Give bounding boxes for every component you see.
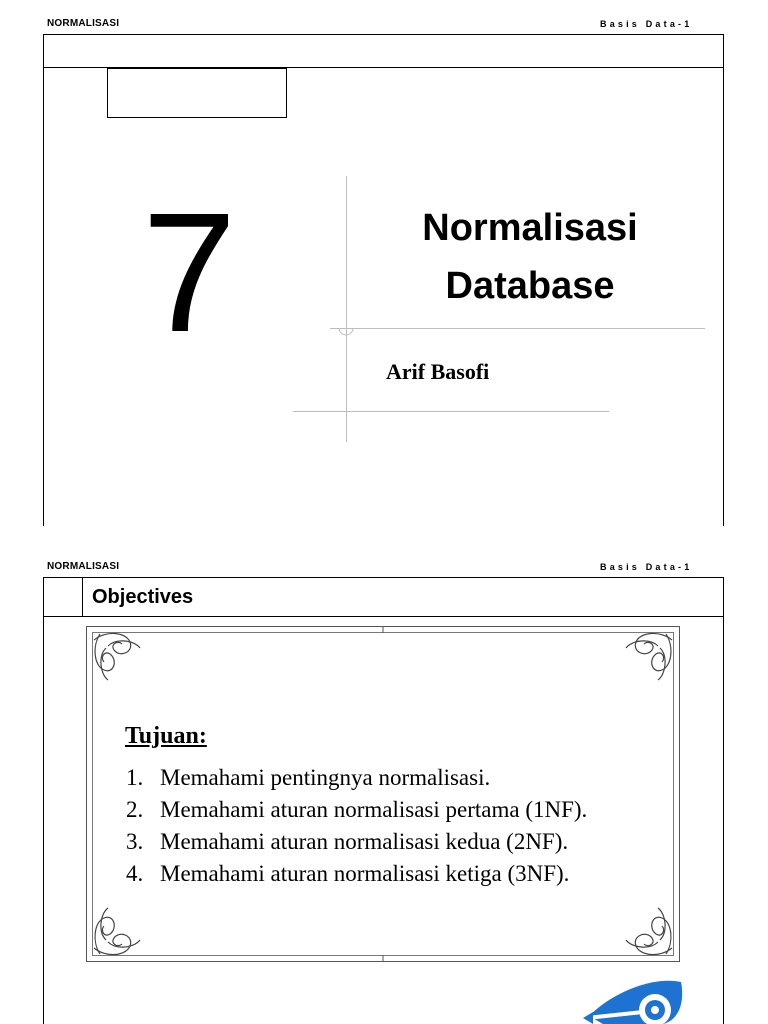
institution-logo-icon — [583, 972, 687, 1024]
frame-left-2 — [43, 577, 44, 1024]
chapter-number: 7 — [142, 178, 237, 368]
frame-right-2 — [723, 577, 724, 1024]
vertical-guide-line — [346, 176, 347, 442]
registration-mark-icon — [336, 318, 356, 338]
header-rule — [43, 34, 724, 35]
header-left-label-2: NORMALISASI — [47, 561, 120, 572]
section-title: Objectives — [92, 586, 194, 608]
header-right-label: Basis Data-1 — [600, 19, 693, 29]
header-rule-2 — [43, 577, 724, 578]
frame-left — [43, 34, 44, 526]
objectives-list — [126, 762, 587, 890]
title-line-1: Normalisasi — [422, 207, 638, 249]
author-name: Arif Basofi — [386, 359, 490, 384]
slide-title — [380, 199, 680, 315]
list-item: 3. Memahami aturan normalisasi kedua (2NF). — [126, 829, 569, 854]
horizontal-guide-line-lower — [293, 411, 609, 412]
horizontal-guide-line-upper — [330, 328, 705, 329]
header-left-label: NORMALISASI — [47, 18, 120, 29]
objectives-heading: Tujuan: — [125, 723, 207, 749]
title-bar-divider — [82, 577, 83, 616]
title-line-2: Database — [445, 265, 615, 307]
list-item: 2. Memahami aturan normalisasi pertama (1NF). — [126, 797, 588, 822]
list-item: 4. Memahami aturan normalisasi ketiga (3NF). — [126, 861, 570, 886]
frame-right — [723, 34, 724, 526]
header-right-label-2: Basis Data-1 — [600, 562, 693, 572]
title-bar-rule-2 — [43, 616, 724, 617]
list-item: 1. Memahami pentingnya normalisasi. — [126, 765, 491, 790]
empty-label-box — [107, 68, 287, 118]
